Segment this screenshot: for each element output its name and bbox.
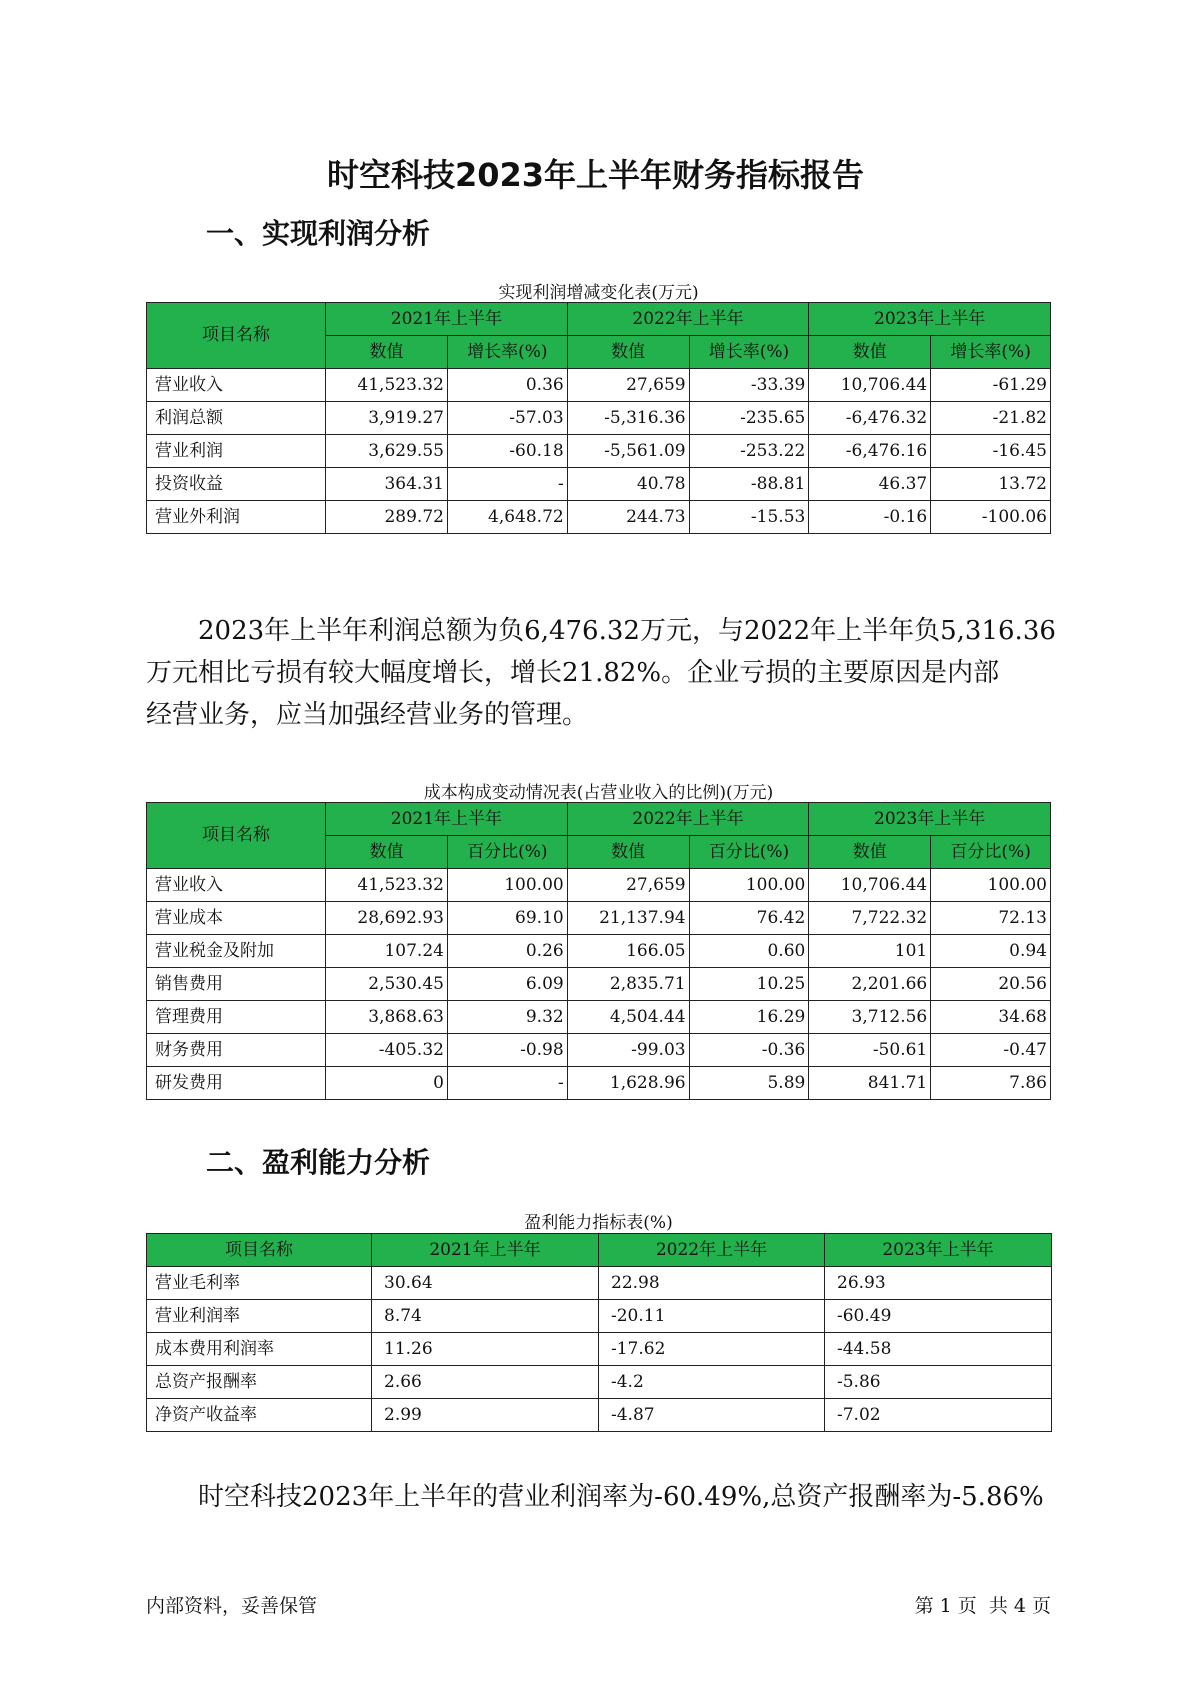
table-cell: 2.99 [372,1399,599,1432]
table-cell: -0.16 [809,501,931,534]
table-cell: 2,201.66 [809,968,931,1001]
table-cell: -17.62 [599,1333,825,1366]
table-cell: -235.65 [689,402,809,435]
table-cell: 7.86 [931,1067,1051,1100]
header-period: 2023年上半年 [809,803,1051,836]
table-cell: -15.53 [689,501,809,534]
header-period: 2023年上半年 [825,1234,1052,1267]
table-cell: 41,523.32 [326,869,448,902]
header-percentage: 百分比(%) [931,836,1051,869]
table-row [147,1067,1051,1100]
row-label: 销售费用 [147,968,326,1001]
table-cell: 16.29 [689,1001,809,1034]
table-cell: 244.73 [567,501,689,534]
table-cell: - [447,468,567,501]
table-cell: 3,629.55 [326,435,448,468]
table-cell: -60.18 [447,435,567,468]
table-cell: 107.24 [326,935,448,968]
table-row [147,1034,1051,1067]
header-percentage: 百分比(%) [689,836,809,869]
table-cell: 26.93 [825,1267,1052,1300]
footer-page-number: 第 1 页 共 4 页 [914,1595,1051,1617]
table-cell: 3,868.63 [326,1001,448,1034]
table-cell: 21,137.94 [567,902,689,935]
row-label: 营业毛利率 [147,1267,372,1300]
table-cell: -33.39 [689,369,809,402]
table-row [147,468,1051,501]
row-label: 研发费用 [147,1067,326,1100]
table1-caption: 实现利润增减变化表(万元) [498,283,699,303]
table-cell: -61.29 [931,369,1051,402]
table-cell: 1,628.96 [567,1067,689,1100]
analysis-paragraph [146,1476,1076,1518]
table-cell: -4.2 [599,1366,825,1399]
paragraph-line: 万元相比亏损有较大幅度增长，增长21.82%。企业亏损的主要原因是内部 [146,658,1000,688]
table-cell: 100.00 [931,869,1051,902]
table-row [147,935,1051,968]
row-label: 营业外利润 [147,501,326,534]
table-row [147,1001,1051,1034]
row-label: 净资产收益率 [147,1399,372,1432]
analysis-paragraph [146,610,1076,736]
table-cell: -0.47 [931,1034,1051,1067]
table-cell: -253.22 [689,435,809,468]
paragraph-line: 经营业务，应当加强经营业务的管理。 [146,700,589,730]
table-row [147,369,1051,402]
table-cell: -5.86 [825,1366,1052,1399]
table-cell: 0.94 [931,935,1051,968]
row-label: 营业成本 [147,902,326,935]
row-label: 营业利润率 [147,1300,372,1333]
header-period: 2021年上半年 [326,303,568,336]
row-label: 管理费用 [147,1001,326,1034]
table-row [147,968,1051,1001]
header-period: 2021年上半年 [326,803,568,836]
row-label: 营业收入 [147,369,326,402]
header-value: 数值 [567,336,689,369]
table-cell: 3,919.27 [326,402,448,435]
table-cell: -44.58 [825,1333,1052,1366]
row-label: 成本费用利润率 [147,1333,372,1366]
header-value: 数值 [326,336,448,369]
table-cell: -0.36 [689,1034,809,1067]
header-percentage: 百分比(%) [447,836,567,869]
header-period: 2022年上半年 [567,803,809,836]
table-row [147,435,1051,468]
row-label: 总资产报酬率 [147,1366,372,1399]
table-row [147,902,1051,935]
header-value: 数值 [567,836,689,869]
table-cell: -100.06 [931,501,1051,534]
table-cell: -6,476.32 [809,402,931,435]
table-cell: -21.82 [931,402,1051,435]
row-label: 营业收入 [147,869,326,902]
table-row [147,402,1051,435]
table-cell: 0.60 [689,935,809,968]
table-cell: 6.09 [447,968,567,1001]
table-cell: 27,659 [567,869,689,902]
table-cell: 3,712.56 [809,1001,931,1034]
table-cell: 27,659 [567,369,689,402]
header-growth-rate: 增长率(%) [447,336,567,369]
table-row [147,501,1051,534]
table-cell: 4,504.44 [567,1001,689,1034]
table-cell: 7,722.32 [809,902,931,935]
table-cell: -60.49 [825,1300,1052,1333]
table-cell: 8.74 [372,1300,599,1333]
row-label: 营业利润 [147,435,326,468]
table-cell: 364.31 [326,468,448,501]
header-period: 2022年上半年 [599,1234,825,1267]
table-cell: 28,692.93 [326,902,448,935]
header-growth-rate: 增长率(%) [931,336,1051,369]
table-cell: - [447,1067,567,1100]
table-cell: 100.00 [447,869,567,902]
table-cell: 10.25 [689,968,809,1001]
cost-structure-table [146,802,1051,1100]
table-row [147,1333,1052,1366]
table-cell: 101 [809,935,931,968]
table-cell: 76.42 [689,902,809,935]
table-cell: 46.37 [809,468,931,501]
page-title: 时空科技2023年上半年财务指标报告 [326,156,865,194]
table-cell: -405.32 [326,1034,448,1067]
table-cell: -0.98 [447,1034,567,1067]
table-cell: 30.64 [372,1267,599,1300]
table-cell: -57.03 [447,402,567,435]
paragraph-line: 2023年上半年利润总额为负6,476.32万元，与2022年上半年负5,316.36 [198,616,1056,646]
table-row [147,1267,1052,1300]
row-label: 利润总额 [147,402,326,435]
table3-caption: 盈利能力指标表(%) [524,1213,673,1233]
table-cell: 2,835.71 [567,968,689,1001]
table-cell: 2,530.45 [326,968,448,1001]
table-cell: -50.61 [809,1034,931,1067]
section-heading-profitability: 二、盈利能力分析 [206,1146,431,1179]
paragraph-line: 时空科技2023年上半年的营业利润率为-60.49%,总资产报酬率为-5.86% [198,1482,1044,1512]
table-cell: 0 [326,1067,448,1100]
table-cell: -6,476.16 [809,435,931,468]
table-cell: 0.36 [447,369,567,402]
table-cell: 0.26 [447,935,567,968]
table-row [147,1399,1052,1432]
table-cell: -7.02 [825,1399,1052,1432]
table-cell: -16.45 [931,435,1051,468]
header-value: 数值 [809,836,931,869]
header-period: 2023年上半年 [809,303,1051,336]
table-cell: 41,523.32 [326,369,448,402]
table-cell: 22.98 [599,1267,825,1300]
table-cell: 5.89 [689,1067,809,1100]
table-cell: 40.78 [567,468,689,501]
footer-confidential-note: 内部资料，妥善保管 [146,1595,318,1617]
header-value: 数值 [326,836,448,869]
table-cell: -4.87 [599,1399,825,1432]
row-label: 投资收益 [147,468,326,501]
header-item-name: 项目名称 [147,303,326,369]
table-cell: 4,648.72 [447,501,567,534]
table-cell: -88.81 [689,468,809,501]
table-cell: 11.26 [372,1333,599,1366]
row-label: 营业税金及附加 [147,935,326,968]
table-row [147,1300,1052,1333]
table-cell: 166.05 [567,935,689,968]
table-cell: 69.10 [447,902,567,935]
header-period: 2022年上半年 [567,303,809,336]
table-cell: -5,316.36 [567,402,689,435]
header-growth-rate: 增长率(%) [689,336,809,369]
table-cell: 2.66 [372,1366,599,1399]
table-cell: 10,706.44 [809,869,931,902]
table-cell: 289.72 [326,501,448,534]
table-cell: 34.68 [931,1001,1051,1034]
table-row [147,1366,1052,1399]
header-item-name: 项目名称 [147,1234,372,1267]
table-cell: 9.32 [447,1001,567,1034]
table-cell: 100.00 [689,869,809,902]
table-cell: 13.72 [931,468,1051,501]
table-cell: 841.71 [809,1067,931,1100]
row-label: 财务费用 [147,1034,326,1067]
header-item-name: 项目名称 [147,803,326,869]
table-cell: 72.13 [931,902,1051,935]
table-cell: -20.11 [599,1300,825,1333]
table-cell: -5,561.09 [567,435,689,468]
table-cell: -99.03 [567,1034,689,1067]
header-value: 数值 [809,336,931,369]
header-period: 2021年上半年 [372,1234,599,1267]
table-cell: 10,706.44 [809,369,931,402]
section-heading-profit: 一、实现利润分析 [206,217,431,250]
profit-change-table [146,302,1051,534]
table-cell: 20.56 [931,968,1051,1001]
table-row [147,869,1051,902]
profitability-table [146,1233,1052,1432]
table2-caption: 成本构成变动情况表(占营业收入的比例)(万元) [423,783,774,803]
